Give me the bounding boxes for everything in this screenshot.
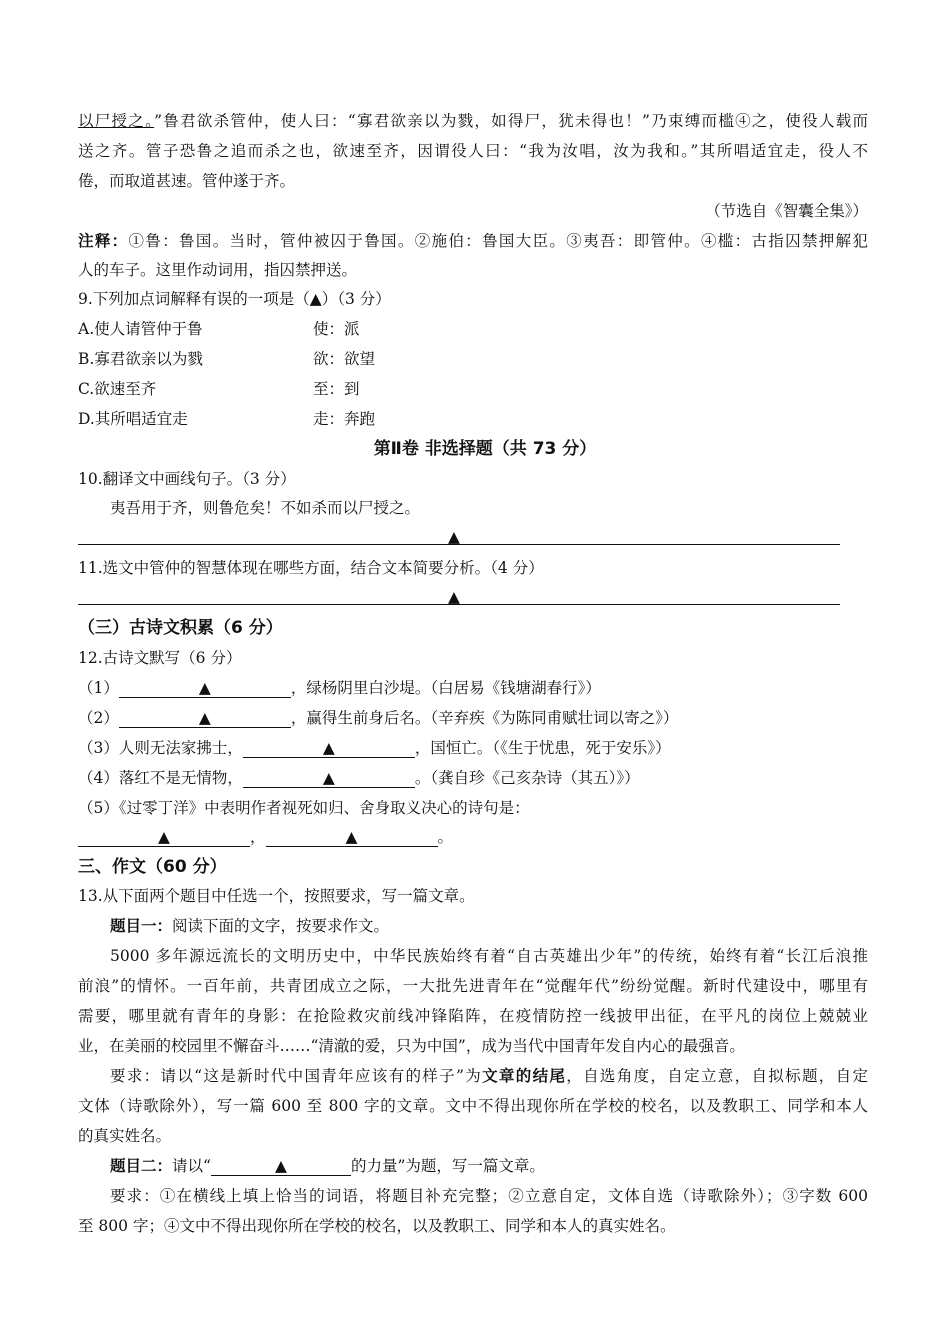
q12-blank-4[interactable]: ▲ [243, 770, 415, 788]
q9-option-b-gloss: 欲：欲望 [313, 350, 376, 368]
section-2-title: 第Ⅱ卷 非选择题（共 73 分） [373, 439, 597, 459]
notes-label: 注释： [78, 231, 129, 250]
q12-item-5-blanks: ▲ ， ▲ 。 [78, 827, 868, 847]
underlined-sentence-end: 以尸授之。 [78, 112, 155, 130]
q12-item-2: （2） ▲ ，赢得生前身后名。（辛弃疾《为陈同甫赋壮词以寄之》） [78, 709, 679, 727]
q9-option-d-gloss: 走：奔跑 [313, 410, 376, 428]
q13-requirement-line-4: 要求：①在横线上填上恰当的词语，将题目补充完整；②立意自定，文体自选（诗歌除外）；③字数 600 [110, 1187, 868, 1205]
passage-source: （节选自《智囊全集》） [705, 202, 868, 220]
topic-1-label: 题目一： [110, 916, 173, 935]
notes-line-1: 注释：①鲁：鲁国。当时，管仲被囚于鲁国。②施伯：鲁国大臣。③夷吾：即管仲。④槛：古指囚禁押解犯 [78, 231, 868, 250]
q13-stem: 13.从下面两个题目中任选一个，按照要求，写一篇文章。 [78, 887, 475, 905]
q12-blank-2[interactable]: ▲ [119, 710, 291, 728]
q9-option-a: A.使人请管仲于鲁 [78, 320, 203, 338]
q12-item-1: （1） ▲ ，绿杨阴里白沙堤。（白居易《钱塘湖春行》） [78, 679, 601, 697]
q10-answer-mark: ▲ [448, 528, 460, 546]
q9-option-c-gloss: 至：到 [313, 380, 360, 398]
q13-material-line-4: 业，在美丽的校园里不懈奋斗……“清澈的爱，只为中国”，成为当代中国青年发自内心的最强音。 [78, 1037, 745, 1055]
q9-option-d: D.其所唱适宜走 [78, 410, 188, 428]
q11-answer-mark: ▲ [448, 588, 460, 606]
topic-2-title-blank[interactable]: ▲ [211, 1158, 351, 1176]
q13-material-line-2: 前浪”的情怀。一百年前，共青团成立之际，一大批先进青年在“觉醒年代”纷纷觉醒。新时代建设中，哪里有 [78, 977, 868, 995]
q13-requirement-line-5: 至 800 字；④文中不得出现你所在学校的校名，以及教职工、同学和本人的真实姓名。 [78, 1217, 676, 1235]
passage-line-2: 送之齐。管子恐鲁之追而杀之也，欲速至齐，因谓役人曰：“我为汝唱，汝为我和。”其所唱适宜走，役人不 [78, 142, 868, 160]
q12-blank-5a[interactable]: ▲ [78, 829, 250, 847]
q12-item-3: （3）人则无法家拂士， ▲ ，国恒亡。（《生于忧患，死于安乐》） [78, 739, 671, 757]
passage-line-3: 倦，而取道甚速。管仲遂于齐。 [78, 172, 296, 190]
q9-option-c: C.欲速至齐 [78, 380, 157, 398]
q13-material-line-3: 需要，哪里就有青年的身影：在抢险救灾前线冲锋陷阵，在疫情防控一线披甲出征，在平凡的岗位上兢兢业 [78, 1007, 868, 1025]
q13-requirement-line-2: 文体（诗歌除外），写一篇 600 至 800 字的文章。文中不得出现你所在学校的校名，以及教职工、同学和本人 [78, 1097, 868, 1115]
q12-item-5: （5）《过零丁洋》中表明作者视死如归、舍身取义决心的诗句是： [78, 799, 530, 817]
q10-stem: 10.翻译文中画线句子。（3 分） [78, 470, 296, 488]
q10-sentence: 夷吾用于齐，则鲁危矣！不如杀而以尸授之。 [110, 499, 421, 517]
q12-blank-5b[interactable]: ▲ [266, 829, 438, 847]
q13-requirement-line-3: 的真实姓名。 [78, 1127, 172, 1145]
q9-option-b: B.寡君欲亲以为戮 [78, 350, 203, 368]
notes-line-2: 人的车子。这里作动词用，指囚禁押送。 [78, 261, 358, 279]
q12-blank-1[interactable]: ▲ [119, 680, 291, 698]
part-3-title: （三）古诗文积累（6 分） [78, 618, 283, 638]
q11-answer-line[interactable] [78, 604, 840, 605]
q9-stem: 9.下列加点词解释有误的一项是（▲）（3 分） [78, 290, 391, 308]
q12-stem: 12.古诗文默写（6 分） [78, 649, 242, 667]
q12-item-4: （4）落红不是无情物， ▲ 。（龚自珍《己亥杂诗（其五）》） [78, 769, 640, 787]
q13-material-line-1: 5000 多年源远流长的文明历史中，中华民族始终有着“自古英雄出少年”的传统，始终有着“长江后浪推 [110, 947, 868, 965]
section-3-title: 三、作文（60 分） [78, 857, 227, 877]
q13-topic-2: 题目二：请以“ ▲ 的力量”为题，写一篇文章。 [110, 1156, 545, 1175]
q11-stem: 11.选文中管仲的智慧体现在哪些方面，结合文本简要分析。（4 分） [78, 559, 544, 577]
q9-option-a-gloss: 使：派 [313, 320, 360, 338]
requirement-emphasis: 文章的结尾 [482, 1066, 567, 1085]
q13-topic-1: 题目一：阅读下面的文字，按要求作文。 [110, 916, 390, 935]
topic-2-label: 题目二： [110, 1156, 173, 1175]
q10-answer-line[interactable] [78, 544, 840, 545]
q13-requirement-line-1: 要求：请以“这是新时代中国青年应该有的样子”为文章的结尾，自选角度，自定立意，自拟标题，自定 [110, 1066, 868, 1085]
q12-blank-3[interactable]: ▲ [243, 740, 415, 758]
passage-line-1: 以尸授之。”鲁君欲杀管仲，使人曰：“寡君欲亲以为戮，如得尸，犹未得也！”乃束缚而槛④之，使役人载而 [78, 112, 868, 130]
